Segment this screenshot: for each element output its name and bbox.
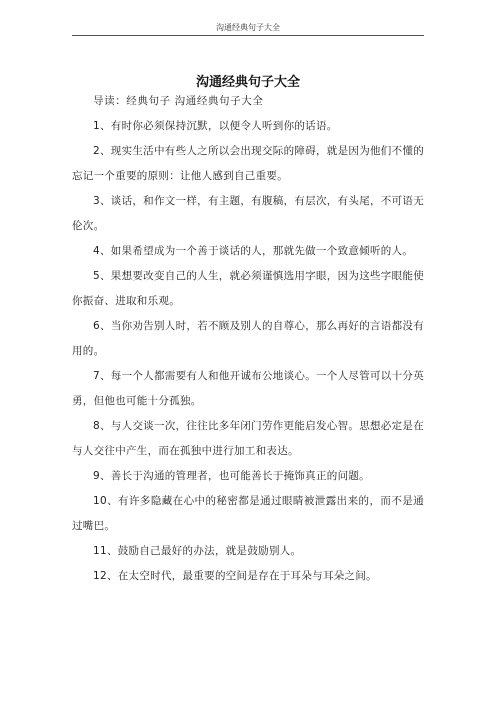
quote-item-8: 8、与人交谈一次，往往比多年闭门劳作更能启发心智。思想必定是在与人交往中产生，而在孤独中进行加工和表达。 bbox=[72, 420, 424, 457]
document-title: 沟通经典句子大全 bbox=[195, 74, 300, 90]
quote-item-7: 7、每一个人都需要有人和他开诚布公地谈心。一个人尽管可以十分英勇，但他也可能十分孤独。 bbox=[72, 370, 424, 407]
running-header: 沟通经典句子大全 bbox=[216, 23, 280, 32]
quote-item-12: 12、在太空时代，最重要的空间是存在于耳朵与耳朵之间。 bbox=[93, 570, 377, 582]
quote-item-3: 3、谈话，和作文一样，有主题，有腹稿，有层次，有头尾，不可语无伦次。 bbox=[72, 195, 424, 232]
header-divider bbox=[72, 35, 424, 36]
quote-item-6: 6、当你劝告别人时，若不顾及别人的自尊心，那么再好的言语都没有用的。 bbox=[72, 320, 424, 357]
quote-item-4: 4、如果希望成为一个善于谈话的人，那就先做一个致意倾听的人。 bbox=[93, 245, 414, 257]
quote-item-5: 5、果想要改变自己的人生，就必须谨慎选用字眼，因为这些字眼能使你振奋、进取和乐观。 bbox=[72, 270, 424, 307]
lead-paragraph: 导读：经典句子 沟通经典句子大全 bbox=[93, 95, 264, 107]
quote-item-11: 11、鼓励自己最好的办法，就是鼓励别人。 bbox=[93, 545, 302, 557]
quote-item-2: 2、现实生活中有些人之所以会出现交际的障碍，就是因为他们不懂的忘记一个重要的原则：让他人感到自己重要。 bbox=[72, 145, 424, 182]
document-body bbox=[72, 89, 424, 589]
quote-item-1: 1、有时你必须保持沉默，以便令人听到你的话语。 bbox=[93, 120, 338, 132]
quote-item-10: 10、有许多隐藏在心中的秘密都是通过眼睛被泄露出来的，而不是通过嘴巴。 bbox=[72, 495, 424, 532]
quote-item-9: 9、善长于沟通的管理者，也可能善长于掩饰真正的问题。 bbox=[93, 470, 370, 482]
